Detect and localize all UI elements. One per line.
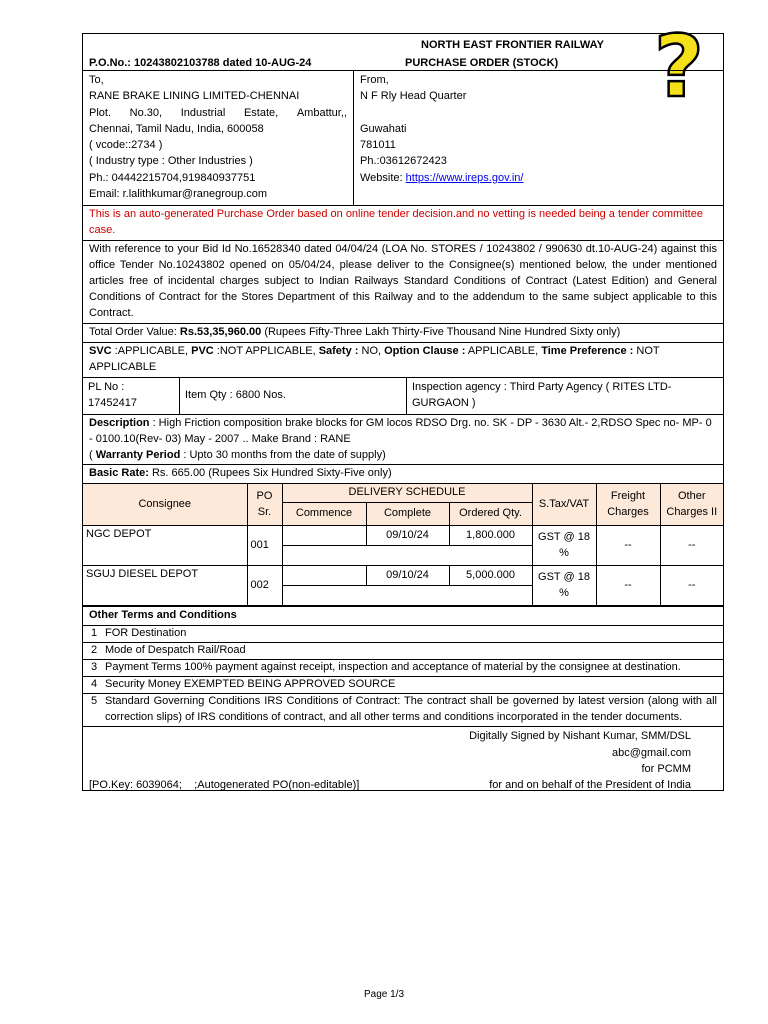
complete-cell: 09/10/24 [366,526,449,546]
other-charges-cell: -- [660,566,723,606]
issuer-name: N F Rly Head Quarter [360,90,467,103]
freight-cell: -- [596,526,660,566]
other-charges-cell: -- [660,526,723,566]
header-commence: Commence [282,503,366,526]
website-link[interactable]: https://www.ireps.gov.in/ [405,171,524,184]
vendor-name: RANE BRAKE LINING LIMITED-CHENNAI [89,90,300,103]
freight-cell: -- [596,566,660,606]
consignee-cell: NGC DEPOT [83,526,247,566]
to-label: To, [89,74,104,86]
issuer-city: Guwahati [360,122,407,135]
address-block [83,71,723,206]
header-delivery-schedule: DELIVERY SCHEDULE [282,484,532,502]
signer-email: abc@gmail.com [611,746,691,759]
tax-cell: GST @ 18 % [532,526,596,566]
vendor-address-line-2: Chennai, Tamil Nadu, India, 600058 [89,122,264,135]
header-other-charges: Other Charges II [660,484,723,525]
order-amount: Rs.53,35,960.00 [179,325,262,338]
signer-office: for PCMM [641,762,691,775]
issuer-pin: 781011 [360,139,396,152]
total-order-value: Total Order Value: Rs.53,35,960.00 (Rupees Fifty-Three Lakh Thirty-Five Thousand Nine Hundred Sixty only) [83,324,723,343]
term-item: 4 Security Money EXEMPTED BEING APPROVED SOURCE [83,677,723,694]
signed-by: Digitally Signed by Nishant Kumar, SMM/DSL [469,729,691,742]
header-consignee: Consignee [83,484,247,525]
auto-generated-notice: This is an auto-generated Purchase Order based on online tender decision.and no vetting is needed being a tender committee case. [83,206,723,241]
vendor-phone: Ph.: 04442215704,919840937751 [89,171,256,184]
commence-cell [282,566,366,586]
term-item: 1 FOR Destination [83,626,723,643]
header-complete: Complete [366,503,449,526]
issuer-phone: Ph.:03612672423 [360,155,447,168]
po-number: P.O.No.: 10243802103788 dated 10-AUG-24 [89,57,312,69]
header-stax: S.Tax/VAT [532,484,596,525]
signature-block [83,727,723,790]
clauses-row: SVC :APPLICABLE, PVC :NOT APPLICABLE, Safety : NO, Option Clause : APPLICABLE, Time Preference : NOT APPLICABLE [83,343,723,378]
industry-type: ( Industry type : Other Industries ) [89,155,253,168]
warranty-period: ( Warranty Period : Upto 30 months from the date of supply) [89,448,386,461]
po-type: PURCHASE ORDER (STOCK) [405,57,559,69]
page-number: Page 1/3 [363,989,405,1000]
pl-number: PL No : 17452417 [83,378,180,414]
commence-cell [282,526,366,546]
table-row [83,526,723,546]
inspection-agency: Inspection agency : Third Party Agency ( RITES LTD-GURGAON ) [412,380,672,409]
consignee-cell: SGUJ DIESEL DEPOT [83,566,247,606]
issuer-website: Website: https://www.ireps.gov.in/ [360,171,524,184]
from-address [354,71,723,205]
complete-cell: 09/10/24 [366,566,449,586]
item-quantity: Item Qty : 6800 Nos. [180,378,407,414]
item-description: Description : High Friction composition brake blocks for GM locos RDSO Drg. no. SK - DP - 3630 Alt.- 2,RDSO Spec no- MP- 0 - 0100.10(Rev- 03) May - 2007 .. Make Brand : RANE ( Warranty Period : Upto 30 months from the date of supply) [83,415,723,466]
header-freight: Freight Charges [596,484,660,525]
pl-row [83,378,723,415]
vendor-email: Email: r.lalithkumar@ranegroup.com [89,188,268,201]
term-item: 5 Standard Governing Conditions IRS Conditions of Contract: The contract shall be governed by latest version (along with all correction slips) of IRS conditions of contract, and all other terms and conditions incorporated in the tender documents. [83,694,723,727]
vendor-code: ( vcode::2734 ) [89,139,163,152]
tax-cell: GST @ 18 % [532,566,596,606]
term-item: 3 Payment Terms 100% payment against receipt, inspection and acceptance of material by the consignee at destination. [83,660,723,677]
from-label: From, [360,74,389,86]
po-sr-cell: 001 [247,526,282,566]
basic-rate: Basic Rate: Rs. 665.00 (Rupees Six Hundred Sixty-Five only) [83,465,723,484]
terms-title: Other Terms and Conditions [83,607,723,626]
reference-paragraph: With reference to your Bid Id No.16528340 dated 04/04/24 (LOA No. STORES / 10243802 / 990630 dt.10-AUG-24) against this office Tender No.10243802 opened on 05/04/24, please deliver to the Consignee(s) mentioned below, the under mentioned articles free of incidental charges subject to Indian Railways Standard Conditions of Contract (Latest Edition) and General Conditions of Contract for the Stores Department of this Railway and to the addendum to the same subject applicable to this Contract. [83,241,723,324]
vendor-address-line-1: Plot. No.30, Industrial Estate, Ambattur,, [89,106,347,119]
ordered-qty-cell: 5,000.000 [449,566,532,586]
table-header-row [83,484,723,502]
po-key: [PO.Key: 6039064; ;Autogenerated PO(non-editable)] [89,778,360,791]
signer-behalf: for and on behalf of the President of India [489,778,691,791]
railway-name: NORTH EAST FRONTIER RAILWAY [421,39,604,51]
header-po-sr: PO Sr. [247,484,282,525]
header-ordered-qty: Ordered Qty. [449,503,532,526]
ordered-qty-cell: 1,800.000 [449,526,532,546]
term-item: 2 Mode of Despatch Rail/Road [83,643,723,660]
po-header [83,34,723,71]
svg-text:?: ? [654,20,704,106]
delivery-schedule-table [83,484,723,607]
table-row [83,566,723,586]
purchase-order-document [82,33,724,791]
po-sr-cell: 002 [247,566,282,606]
to-address [83,71,354,205]
